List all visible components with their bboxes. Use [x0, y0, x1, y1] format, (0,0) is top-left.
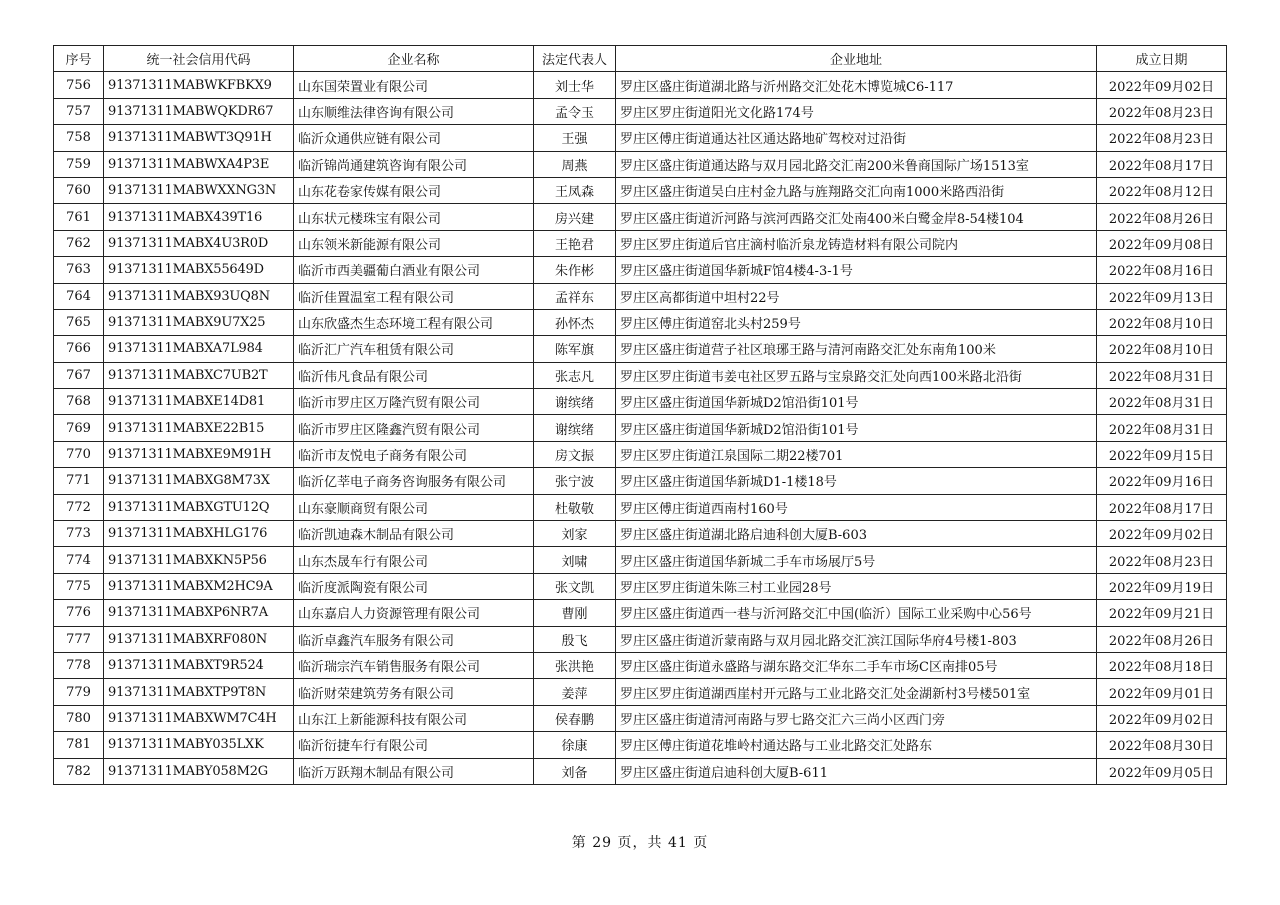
credit-code: 91371311MABX439T16: [104, 204, 294, 230]
row-seq: 758: [54, 125, 104, 151]
table-row: [54, 230, 1227, 256]
company-name: 临沂众通供应链有限公司: [294, 125, 534, 151]
legal-rep: 周燕: [534, 151, 616, 177]
company-name: 临沂衍捷车行有限公司: [294, 732, 534, 758]
row-seq: 762: [54, 230, 104, 256]
legal-rep: 张宁波: [534, 468, 616, 494]
legal-rep: 侯春鹏: [534, 705, 616, 731]
established-date: 2022年08月12日: [1097, 177, 1227, 203]
header-address: 企业地址: [616, 46, 1097, 72]
row-seq: 774: [54, 547, 104, 573]
company-address: 罗庄区盛庄街道沂蒙南路与双月园北路交汇滨江国际华府4号楼1-803: [616, 626, 1097, 652]
company-name: 临沂市罗庄区万隆汽贸有限公司: [294, 389, 534, 415]
established-date: 2022年09月08日: [1097, 230, 1227, 256]
legal-rep: 曹刚: [534, 600, 616, 626]
company-name: 山东嘉启人力资源管理有限公司: [294, 600, 534, 626]
legal-rep: 刘士华: [534, 72, 616, 98]
company-address: 罗庄区盛庄街道国华新城D2馆沿街101号: [616, 389, 1097, 415]
company-name: 临沂度派陶瓷有限公司: [294, 573, 534, 599]
table-row: [54, 72, 1227, 98]
company-name: 山东花卷家传媒有限公司: [294, 177, 534, 203]
company-name: 临沂凯迪森木制品有限公司: [294, 521, 534, 547]
table-row: [54, 415, 1227, 441]
table-row: [54, 336, 1227, 362]
row-seq: 771: [54, 468, 104, 494]
header-row: [54, 46, 1227, 72]
company-name: 临沂锦尚通建筑咨询有限公司: [294, 151, 534, 177]
header-legal-rep: 法定代表人: [534, 46, 616, 72]
credit-code: 91371311MABX55649D: [104, 257, 294, 283]
established-date: 2022年09月02日: [1097, 72, 1227, 98]
established-date: 2022年08月31日: [1097, 389, 1227, 415]
credit-code: 91371311MABWT3Q91H: [104, 125, 294, 151]
table-row: [54, 705, 1227, 731]
established-date: 2022年08月17日: [1097, 151, 1227, 177]
row-seq: 777: [54, 626, 104, 652]
row-seq: 778: [54, 652, 104, 678]
row-seq: 776: [54, 600, 104, 626]
company-address: 罗庄区盛庄街道西一巷与沂河路交汇中国(临沂）国际工业采购中心56号: [616, 600, 1097, 626]
legal-rep: 王凤森: [534, 177, 616, 203]
company-address: 罗庄区傅庄街道西南村160号: [616, 494, 1097, 520]
legal-rep: 孟祥东: [534, 283, 616, 309]
legal-rep: 刘备: [534, 758, 616, 784]
company-address: 罗庄区傅庄街道花堆岭村通达路与工业北路交汇处路东: [616, 732, 1097, 758]
header-credit-code: 统一社会信用代码: [104, 46, 294, 72]
legal-rep: 王强: [534, 125, 616, 151]
legal-rep: 张文凯: [534, 573, 616, 599]
credit-code: 91371311MABXE9M91H: [104, 441, 294, 467]
company-name: 山东江上新能源科技有限公司: [294, 705, 534, 731]
established-date: 2022年08月31日: [1097, 415, 1227, 441]
established-date: 2022年08月23日: [1097, 125, 1227, 151]
row-seq: 759: [54, 151, 104, 177]
table-row: [54, 441, 1227, 467]
established-date: 2022年09月05日: [1097, 758, 1227, 784]
row-seq: 773: [54, 521, 104, 547]
company-address: 罗庄区盛庄街道国华新城D1-1楼18号: [616, 468, 1097, 494]
company-address: 罗庄区盛庄街道清河南路与罗七路交汇六三尚小区西门旁: [616, 705, 1097, 731]
table-row: [54, 732, 1227, 758]
company-address: 罗庄区罗庄街道韦姜屯社区罗五路与宝泉路交汇处向西100米路北沿街: [616, 362, 1097, 388]
row-seq: 780: [54, 705, 104, 731]
table-row: [54, 283, 1227, 309]
credit-code: 91371311MABXHLG176: [104, 521, 294, 547]
company-name: 临沂市友悦电子商务有限公司: [294, 441, 534, 467]
table-row: [54, 362, 1227, 388]
legal-rep: 张洪艳: [534, 652, 616, 678]
credit-code: 91371311MABX4U3R0D: [104, 230, 294, 256]
company-name: 山东欣盛杰生态环境工程有限公司: [294, 309, 534, 335]
table-row: [54, 547, 1227, 573]
established-date: 2022年08月23日: [1097, 547, 1227, 573]
company-name: 山东国荣置业有限公司: [294, 72, 534, 98]
legal-rep: 谢缤绪: [534, 415, 616, 441]
company-name: 临沂伟凡食品有限公司: [294, 362, 534, 388]
row-seq: 767: [54, 362, 104, 388]
established-date: 2022年09月02日: [1097, 705, 1227, 731]
established-date: 2022年08月10日: [1097, 336, 1227, 362]
row-seq: 766: [54, 336, 104, 362]
table-row: [54, 468, 1227, 494]
table-row: [54, 600, 1227, 626]
established-date: 2022年08月10日: [1097, 309, 1227, 335]
company-address: 罗庄区盛庄街道通达路与双月园北路交汇南200米鲁商国际广场1513室: [616, 151, 1097, 177]
established-date: 2022年08月26日: [1097, 204, 1227, 230]
established-date: 2022年09月01日: [1097, 679, 1227, 705]
company-address: 罗庄区罗庄街道朱陈三村工业园28号: [616, 573, 1097, 599]
legal-rep: 张志凡: [534, 362, 616, 388]
table-row: [54, 652, 1227, 678]
credit-code: 91371311MABXKN5P56: [104, 547, 294, 573]
credit-code: 91371311MABY035LXK: [104, 732, 294, 758]
legal-rep: 姜萍: [534, 679, 616, 705]
company-address: 罗庄区罗庄街道阳光文化路174号: [616, 98, 1097, 124]
company-name: 山东豪顺商贸有限公司: [294, 494, 534, 520]
table-row: [54, 626, 1227, 652]
established-date: 2022年08月26日: [1097, 626, 1227, 652]
table-row: [54, 494, 1227, 520]
credit-code: 91371311MABXT9R524: [104, 652, 294, 678]
table-row: [54, 125, 1227, 151]
credit-code: 91371311MABX9U7X25: [104, 309, 294, 335]
established-date: 2022年09月13日: [1097, 283, 1227, 309]
table-row: [54, 389, 1227, 415]
row-seq: 763: [54, 257, 104, 283]
table-row: [54, 573, 1227, 599]
credit-code: 91371311MABXRF080N: [104, 626, 294, 652]
established-date: 2022年08月18日: [1097, 652, 1227, 678]
established-date: 2022年09月02日: [1097, 521, 1227, 547]
page-number: 第 29 页，共 41 页: [571, 835, 709, 851]
company-name: 临沂市西美疆葡白酒业有限公司: [294, 257, 534, 283]
established-date: 2022年09月15日: [1097, 441, 1227, 467]
company-name: 临沂市罗庄区隆鑫汽贸有限公司: [294, 415, 534, 441]
company-name: 山东领米新能源有限公司: [294, 230, 534, 256]
company-address: 罗庄区盛庄街道永盛路与湖东路交汇华东二手车市场C区南排05号: [616, 652, 1097, 678]
table-row: [54, 177, 1227, 203]
company-name: 临沂万跃翔木制品有限公司: [294, 758, 534, 784]
row-seq: 761: [54, 204, 104, 230]
credit-code: 91371311MABXTP9T8N: [104, 679, 294, 705]
legal-rep: 王艳君: [534, 230, 616, 256]
row-seq: 779: [54, 679, 104, 705]
header-established-date: 成立日期: [1097, 46, 1227, 72]
row-seq: 760: [54, 177, 104, 203]
established-date: 2022年08月16日: [1097, 257, 1227, 283]
company-address: 罗庄区盛庄街道国华新城D2馆沿街101号: [616, 415, 1097, 441]
legal-rep: 谢缤绪: [534, 389, 616, 415]
row-seq: 756: [54, 72, 104, 98]
established-date: 2022年09月21日: [1097, 600, 1227, 626]
legal-rep: 殷飞: [534, 626, 616, 652]
credit-code: 91371311MABWQKDR67: [104, 98, 294, 124]
company-address: 罗庄区盛庄街道沂河路与滨河西路交汇处南400米白鹭金岸8-54楼104: [616, 204, 1097, 230]
established-date: 2022年08月23日: [1097, 98, 1227, 124]
credit-code: 91371311MABWXA4P3E: [104, 151, 294, 177]
company-name: 临沂汇广汽车租赁有限公司: [294, 336, 534, 362]
credit-code: 91371311MABXP6NR7A: [104, 600, 294, 626]
legal-rep: 孟令玉: [534, 98, 616, 124]
established-date: 2022年09月16日: [1097, 468, 1227, 494]
credit-code: 91371311MABWKFBKX9: [104, 72, 294, 98]
enterprise-table: [53, 45, 1227, 785]
row-seq: 770: [54, 441, 104, 467]
company-address: 罗庄区罗庄街道江泉国际二期22楼701: [616, 441, 1097, 467]
credit-code: 91371311MABX93UQ8N: [104, 283, 294, 309]
company-name: 临沂瑞宗汽车销售服务有限公司: [294, 652, 534, 678]
table-body: [54, 72, 1227, 785]
company-name: 临沂卓鑫汽车服务有限公司: [294, 626, 534, 652]
header-company-name: 企业名称: [294, 46, 534, 72]
table-row: [54, 98, 1227, 124]
company-address: 罗庄区高都街道中坦村22号: [616, 283, 1097, 309]
credit-code: 91371311MABXGTU12Q: [104, 494, 294, 520]
credit-code: 91371311MABY058M2G: [104, 758, 294, 784]
company-address: 罗庄区盛庄街道湖北路启迪科创大厦B-603: [616, 521, 1097, 547]
table-row: [54, 679, 1227, 705]
row-seq: 769: [54, 415, 104, 441]
established-date: 2022年08月30日: [1097, 732, 1227, 758]
credit-code: 91371311MABXE22B15: [104, 415, 294, 441]
company-name: 山东状元楼珠宝有限公司: [294, 204, 534, 230]
company-name: 临沂佳置温室工程有限公司: [294, 283, 534, 309]
header-seq: 序号: [54, 46, 104, 72]
company-address: 罗庄区盛庄街道吴白庄村金九路与旌翔路交汇向南1000米路西沿街: [616, 177, 1097, 203]
legal-rep: 房兴建: [534, 204, 616, 230]
table-row: [54, 151, 1227, 177]
legal-rep: 刘啸: [534, 547, 616, 573]
table-row: [54, 309, 1227, 335]
legal-rep: 朱作彬: [534, 257, 616, 283]
row-seq: 775: [54, 573, 104, 599]
company-name: 临沂财荣建筑劳务有限公司: [294, 679, 534, 705]
company-address: 罗庄区傅庄街道窑北头村259号: [616, 309, 1097, 335]
established-date: 2022年09月19日: [1097, 573, 1227, 599]
row-seq: 768: [54, 389, 104, 415]
legal-rep: 孙怀杰: [534, 309, 616, 335]
legal-rep: 杜敬敬: [534, 494, 616, 520]
company-address: 罗庄区罗庄街道后官庄滴村临沂泉龙铸造材料有限公司院内: [616, 230, 1097, 256]
company-address: 罗庄区盛庄街道国华新城二手车市场展厅5号: [616, 547, 1097, 573]
table-row: [54, 204, 1227, 230]
legal-rep: 房文振: [534, 441, 616, 467]
table-row: [54, 257, 1227, 283]
table-row: [54, 521, 1227, 547]
legal-rep: 陈军旗: [534, 336, 616, 362]
company-address: 罗庄区盛庄街道启迪科创大厦B-611: [616, 758, 1097, 784]
credit-code: 91371311MABXM2HC9A: [104, 573, 294, 599]
table-row: [54, 758, 1227, 784]
established-date: 2022年08月17日: [1097, 494, 1227, 520]
row-seq: 764: [54, 283, 104, 309]
legal-rep: 刘家: [534, 521, 616, 547]
company-address: 罗庄区傅庄街道通达社区通达路地矿驾校对过沿街: [616, 125, 1097, 151]
established-date: 2022年08月31日: [1097, 362, 1227, 388]
credit-code: 91371311MABXA7L984: [104, 336, 294, 362]
company-address: 罗庄区盛庄街道营子社区琅琊王路与清河南路交汇处东南角100米: [616, 336, 1097, 362]
company-name: 山东顺维法律咨询有限公司: [294, 98, 534, 124]
credit-code: 91371311MABWXXNG3N: [104, 177, 294, 203]
company-address: 罗庄区盛庄街道湖北路与沂州路交汇处花木博览城C6-117: [616, 72, 1097, 98]
row-seq: 782: [54, 758, 104, 784]
company-name: 山东杰晟车行有限公司: [294, 547, 534, 573]
company-name: 临沂亿莘电子商务咨询服务有限公司: [294, 468, 534, 494]
legal-rep: 徐康: [534, 732, 616, 758]
company-address: 罗庄区盛庄街道国华新城F馆4楼4-3-1号: [616, 257, 1097, 283]
credit-code: 91371311MABXWM7C4H: [104, 705, 294, 731]
credit-code: 91371311MABXE14D81: [104, 389, 294, 415]
credit-code: 91371311MABXG8M73X: [104, 468, 294, 494]
company-address: 罗庄区罗庄街道湖西崖村开元路与工业北路交汇处金湖新村3号楼501室: [616, 679, 1097, 705]
credit-code: 91371311MABXC7UB2T: [104, 362, 294, 388]
row-seq: 765: [54, 309, 104, 335]
row-seq: 772: [54, 494, 104, 520]
row-seq: 781: [54, 732, 104, 758]
row-seq: 757: [54, 98, 104, 124]
